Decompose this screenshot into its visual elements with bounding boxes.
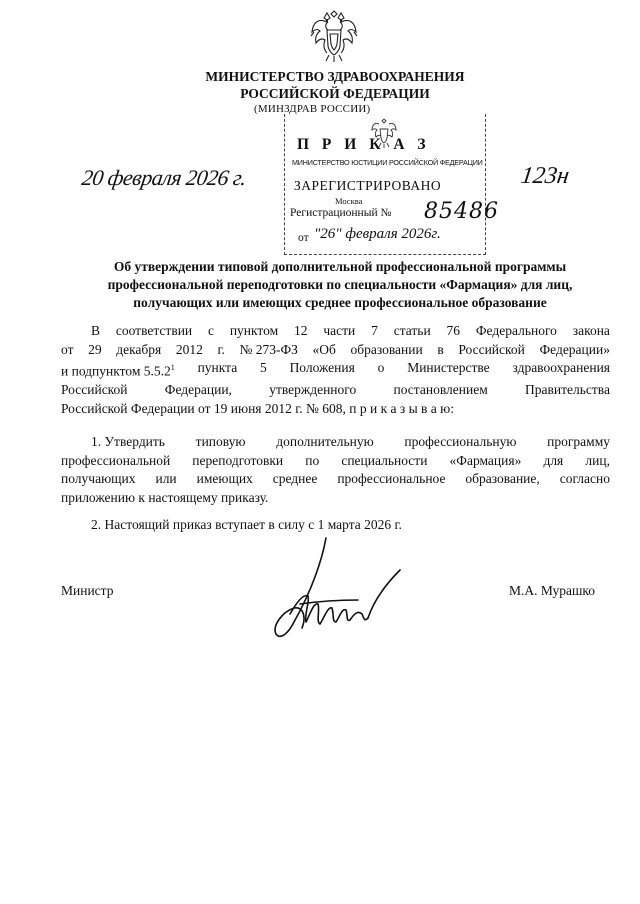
preamble-line3: и подпунктом 5.5.2$^1$ пункта 5 Положения о Министерстве здравоохранения [61,360,610,379]
handwritten-signature [254,530,424,650]
stamp-city: Москва [335,196,363,206]
coat-of-arms-emblem [309,10,359,64]
ministry-short-name: (МИНЗДРАВ РОССИИ) [254,103,371,115]
preamble-line1: В соответствии с пунктом 12 части 7 статьи 76 Федерального закона [91,323,610,338]
signer-name: М.А. Мурашко [509,583,596,598]
stamp-date-label: от [298,232,309,244]
ministry-name-line1: МИНИСТЕРСТВО ЗДРАВООХРАНЕНИЯ [205,69,465,84]
preamble-line5: Российской Федерации от 19 июня 2012 г. № 608, п р и к а з ы в а ю: [61,400,455,416]
document-title-line1: Об утверждении типовой дополнительной профессиональной программы [113,259,567,274]
item1-line2: профессиональной переподготовки по специальности «Фармация» для лиц, [61,452,610,468]
ministry-name-line2: РОССИЙСКОЙ ФЕДЕРАЦИИ [240,86,430,101]
signer-role: Министр [61,583,114,598]
preamble-line2: от 29 декабря 2012 г. № 273-ФЗ «Об образовании в Российской Федерации» [61,341,610,357]
preamble-line4: Российской Федерации, утвержденного постановлением Правительства [61,382,610,397]
document-title-line2: профессиональной переподготовки по специальности «Фармация» для лиц, [107,277,573,292]
stamp-registered-label: ЗАРЕГИСТРИРОВАНО [294,178,442,193]
order-heading: П Р И К А З [297,136,431,153]
stamp-ministry-of-justice: МИНИСТЕРСТВО ЮСТИЦИИ РОССИЙСКОЙ ФЕДЕРАЦИИ [292,158,483,167]
item1-line3: получающих или имеющих среднее профессиональное образование, согласно [61,471,610,486]
stamp-reg-number-label: Регистрационный № [290,207,392,219]
item2-line1: 2. Настоящий приказ вступает в силу с 1 марта 2026 г. [91,517,402,532]
document-title-line3: получающих или имеющих среднее профессиональное образование [133,295,547,310]
paragraph-item-1 [61,433,610,507]
stamp-reg-number: 85486 [424,199,499,224]
item1-line1: 1. Утвердить типовую дополнительную профессиональную программу [91,434,610,449]
paragraph-preamble [61,322,610,418]
item1-line4: приложению к настоящему приказу. [61,489,269,505]
handwritten-order-date: 20 февраля 2026 г. [80,165,248,190]
stamp-date-value: "26" февраля 2026г. [314,226,441,242]
handwritten-order-number: 123н [519,163,571,189]
